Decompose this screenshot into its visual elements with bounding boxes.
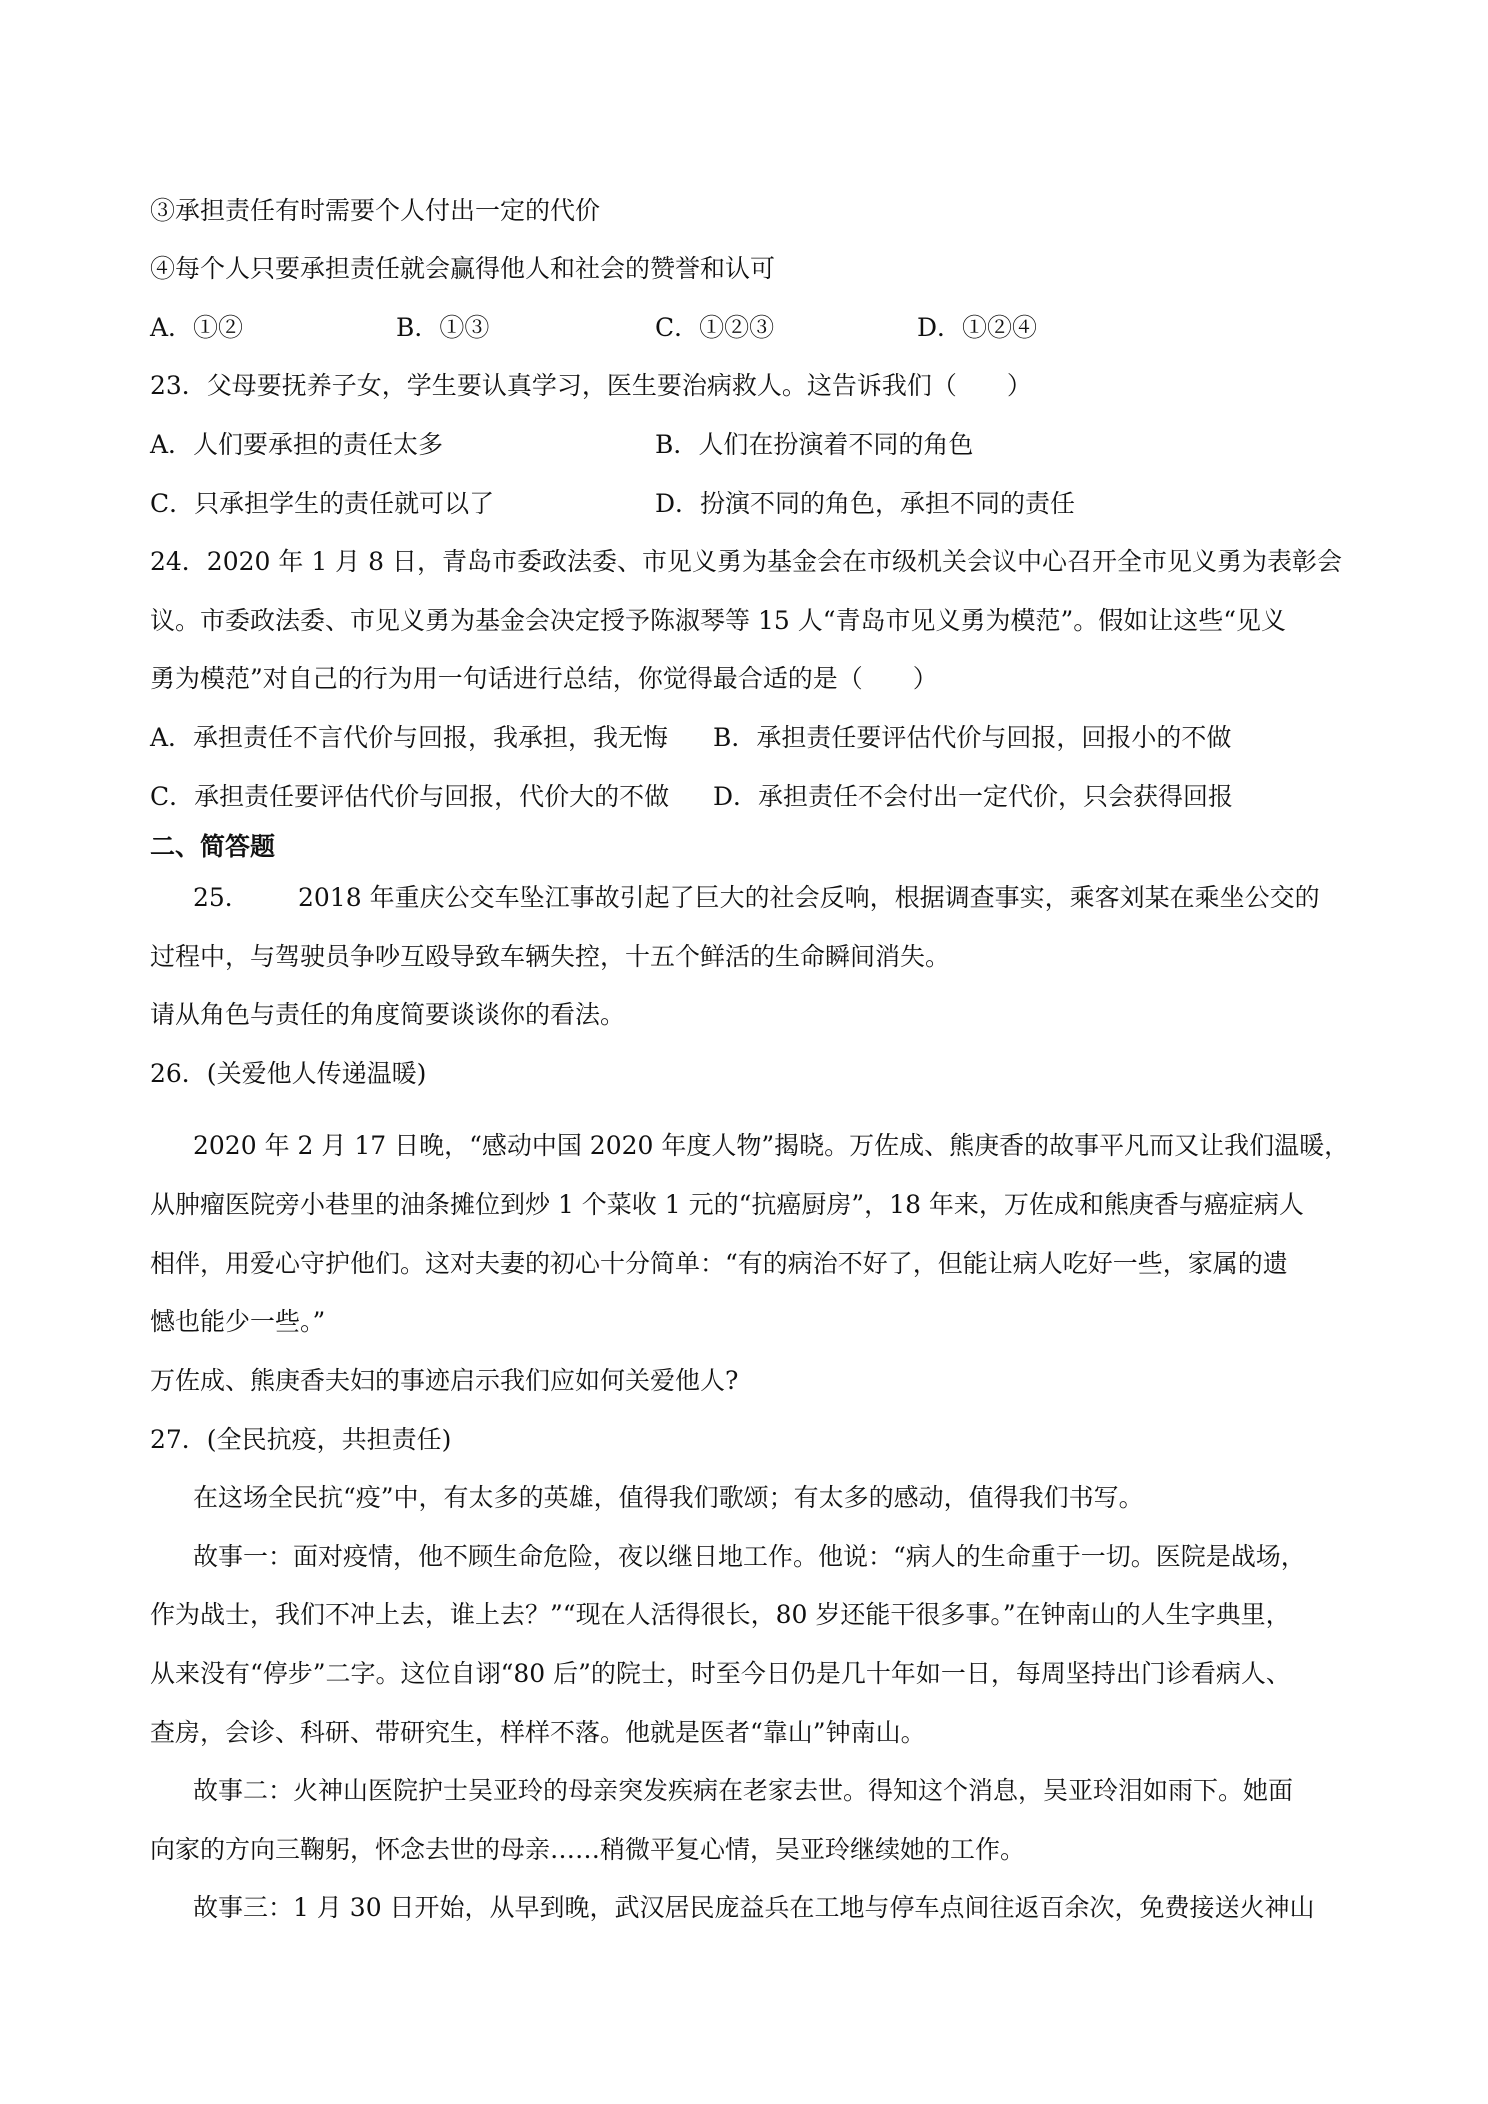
q24-question-line-1: 24．2020 年 1 月 8 日，青岛市委政法委、市见义勇为基金会在市级机关会议中心召开全市见义勇为表彰会 <box>150 547 1342 576</box>
q27-story1-line-4: 查房，会诊、科研、带研究生，样样不落。他就是医者“靠山”钟南山。 <box>150 1718 926 1747</box>
q23-option-d[interactable]: D．扮演不同的角色，承担不同的责任 <box>655 489 1076 518</box>
q24-option-b[interactable]: B．承担责任要评估代价与回报，回报小的不做 <box>713 723 1232 752</box>
q25-line-1 <box>193 880 1393 916</box>
q23-option-b[interactable]: B．人们在扮演着不同的角色 <box>655 430 974 459</box>
q24-question-line-3: 勇为模范”对自己的行为用一句话进行总结，你觉得最合适的是（ ） <box>150 664 938 693</box>
q25-line-2: 过程中，与驾驶员争吵互殴导致车辆失控，十五个鲜活的生命瞬间消失。 <box>150 942 951 971</box>
q27-story1-line-2: 作为战士，我们不冲上去，谁上去？”“现在人活得很长，80 岁还能干很多事。”在钟南山的人生字典里， <box>150 1600 1291 1629</box>
q24-option-a[interactable]: A．承担责任不言代价与回报，我承担，我无悔 <box>150 723 669 752</box>
q27-story1-line-1: 故事一：面对疫情，他不顾生命危险，夜以继日地工作。他说：“病人的生命重于一切。医院是战场， <box>193 1542 1306 1571</box>
q27-story2-line-2: 向家的方向三鞠躬，怀念去世的母亲……稍微平复心情，吴亚玲继续她的工作。 <box>150 1835 1026 1864</box>
q26-title: 26．(关爱他人传递温暖) <box>150 1059 427 1088</box>
q22-option-d[interactable]: D．①②④ <box>917 313 1038 342</box>
q24-question-line-2: 议。市委政法委、市见义勇为基金会决定授予陈淑琴等 15 人“青岛市见义勇为模范”。假如让这些“见义 <box>150 606 1287 635</box>
q23-option-c[interactable]: C．只承担学生的责任就可以了 <box>150 489 495 518</box>
q22-option-b[interactable]: B．①③ <box>396 313 490 342</box>
q22-option-a[interactable]: A．①② <box>150 313 244 342</box>
q23-question: 23．父母要抚养子女，学生要认真学习，医生要治病救人。这告诉我们（ ） <box>150 371 1032 400</box>
q26-paragraph-line-3: 相伴，用爱心守护他们。这对夫妻的初心十分简单：“有的病治不好了，但能让病人吃好一些，家属的遗 <box>150 1249 1288 1278</box>
q22-option-c[interactable]: C．①②③ <box>655 313 775 342</box>
q26-paragraph-line-4: 憾也能少一些。” <box>150 1307 326 1336</box>
q26-prompt: 万佐成、熊庚香夫妇的事迹启示我们应如何关爱他人? <box>150 1366 739 1395</box>
q24-option-d[interactable]: D．承担责任不会付出一定代价，只会获得回报 <box>713 782 1234 811</box>
q25-text-1: 2018 年重庆公交车坠江事故引起了巨大的社会反响，根据调查事实，乘客刘某在乘坐公交的 <box>298 883 1320 912</box>
q26-paragraph-line-2: 从肿瘤医院旁小巷里的油条摊位到炒 1 个菜收 1 元的“抗癌厨房”，18 年来，万佐成和熊庚香与癌症病人 <box>150 1190 1304 1219</box>
q23-option-a[interactable]: A．人们要承担的责任太多 <box>150 430 444 459</box>
section-title-short-answer: 二、简答题 <box>150 832 276 861</box>
q27-story3-line-1: 故事三：1 月 30 日开始，从早到晚，武汉居民庞益兵在工地与停车点间往返百余次，免费接送火神山 <box>193 1893 1315 1922</box>
q26-paragraph-line-1: 2020 年 2 月 17 日晚，“感动中国 2020 年度人物”揭晓。万佐成、熊庚香的故事平凡而又让我们温暖， <box>193 1131 1350 1160</box>
q27-intro: 在这场全民抗“疫”中，有太多的英雄，值得我们歌颂；有太多的感动，值得我们书写。 <box>193 1483 1144 1512</box>
q25-prompt: 请从角色与责任的角度简要谈谈你的看法。 <box>150 1000 626 1029</box>
q27-story2-line-1: 故事二：火神山医院护士吴亚玲的母亲突发疾病在老家去世。得知这个消息，吴亚玲泪如雨下。她面 <box>193 1776 1294 1805</box>
q27-title: 27．(全民抗疫，共担责任) <box>150 1425 452 1454</box>
q27-story1-line-3: 从来没有“停步”二字。这位自诩“80 后”的院士，时至今日仍是几十年如一日，每周坚持出门诊看病人、 <box>150 1659 1291 1688</box>
q24-option-c[interactable]: C．承担责任要评估代价与回报，代价大的不做 <box>150 782 670 811</box>
q22-statement-3: ③承担责任有时需要个人付出一定的代价 <box>150 196 601 225</box>
q22-statement-4: ④每个人只要承担责任就会赢得他人和社会的赞誉和认可 <box>150 254 776 283</box>
q25-number: 25． <box>193 883 250 912</box>
